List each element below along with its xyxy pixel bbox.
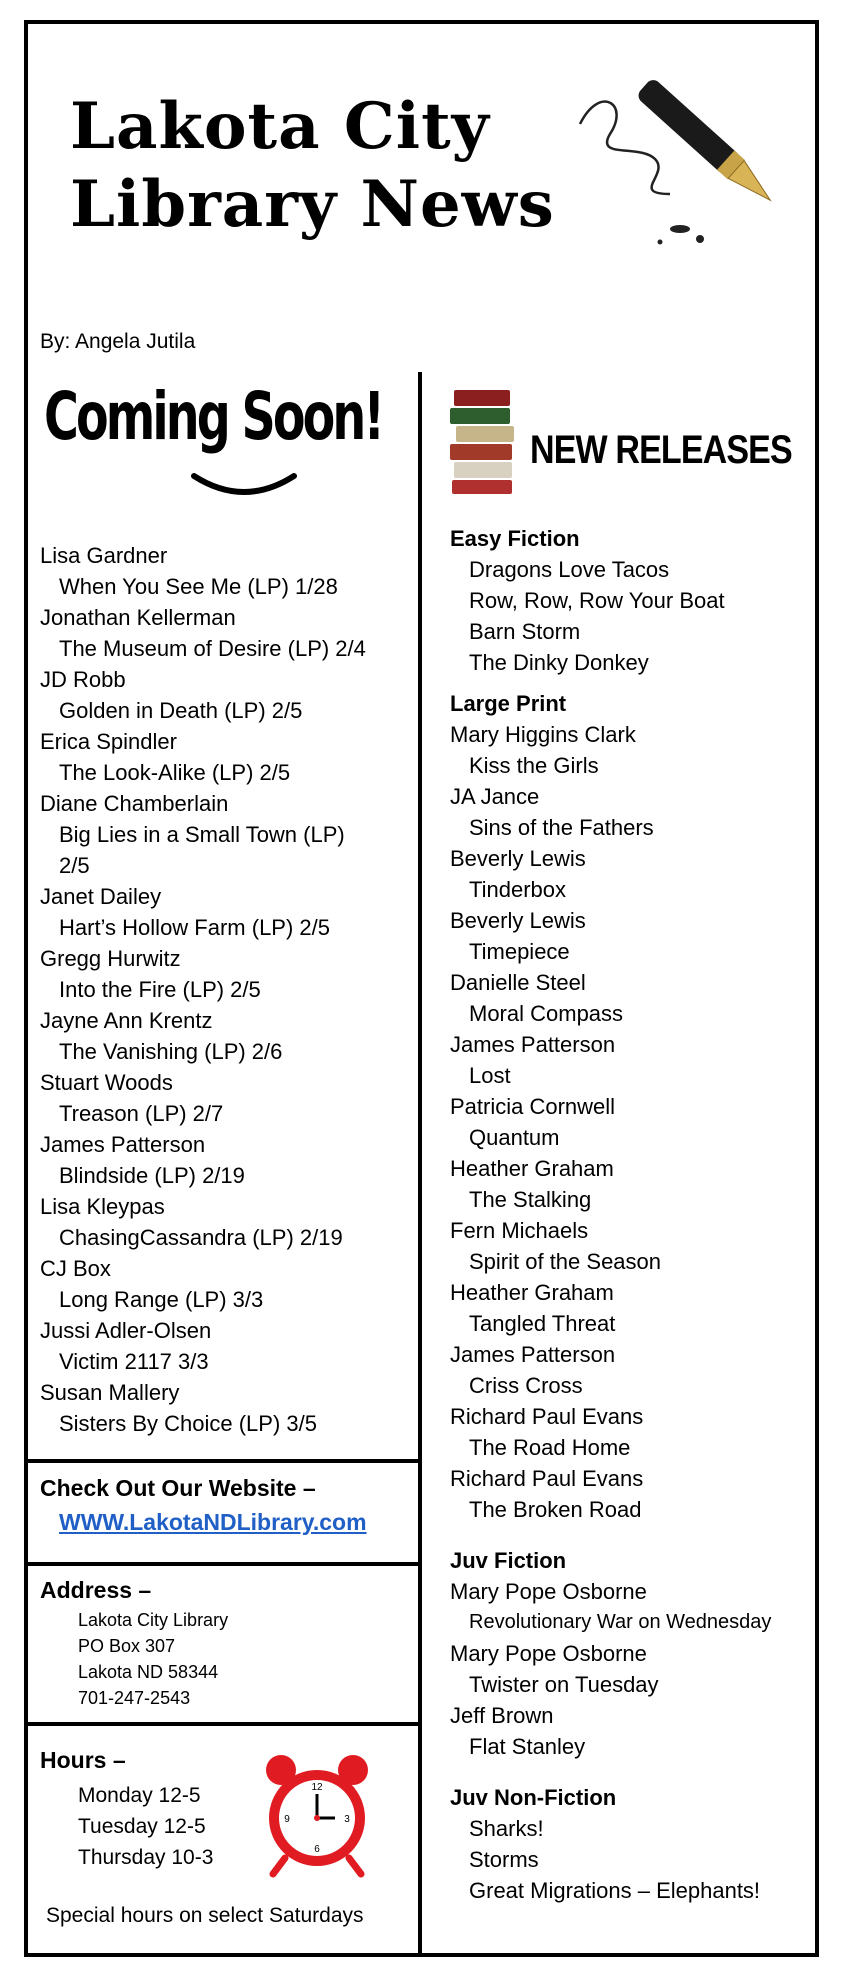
address-block <box>78 1607 228 1711</box>
list-author: Diane Chamberlain <box>40 791 229 816</box>
list-book: Great Migrations – Elephants! <box>469 1878 761 1903</box>
list-book: Flat Stanley <box>469 1734 586 1759</box>
list-book: Long Range (LP) 3/3 <box>59 1287 264 1312</box>
new-releases-heading: NEW RELEASES <box>530 428 792 472</box>
list-book: The Museum of Desire (LP) 2/4 <box>59 636 366 661</box>
list-book: The Stalking <box>469 1187 592 1212</box>
list-author: Mary Pope Osborne <box>450 1641 647 1666</box>
list-book: Barn Storm <box>469 619 581 644</box>
list-author: Susan Mallery <box>40 1380 180 1405</box>
list-book: Sharks! <box>469 1816 544 1841</box>
list-book: Kiss the Girls <box>469 753 599 778</box>
svg-text:12: 12 <box>311 1782 323 1793</box>
section-divider <box>24 1722 418 1726</box>
list-book: Criss Cross <box>469 1373 583 1398</box>
address-line: Lakota City Library <box>78 1610 229 1630</box>
title-line-2: Library News <box>70 167 555 242</box>
list-book: Twister on Tuesday <box>469 1672 659 1697</box>
list-book: Storms <box>469 1847 539 1872</box>
list-book: Moral Compass <box>469 1001 624 1026</box>
list-book: The Dinky Donkey <box>469 650 649 675</box>
book-stack-icon <box>448 378 518 498</box>
section-divider <box>24 1562 418 1566</box>
list-book: Sins of the Fathers <box>469 815 654 840</box>
list-author: Danielle Steel <box>450 970 586 995</box>
list-author: James Patterson <box>450 1032 616 1057</box>
list-author: Richard Paul Evans <box>450 1404 644 1429</box>
website-link[interactable]: WWW.LakotaNDLibrary.com <box>59 1509 367 1535</box>
hours-note: Special hours on select Saturdays <box>46 1904 364 1927</box>
fountain-pen-icon <box>560 64 780 254</box>
svg-text:9: 9 <box>284 1814 290 1825</box>
title-line-1: Lakota City <box>70 89 490 164</box>
list-book: Spirit of the Season <box>469 1249 662 1274</box>
list-book: Row, Row, Row Your Boat <box>469 588 725 613</box>
list-author: Jussi Adler-Olsen <box>40 1318 212 1343</box>
hours-block <box>78 1780 213 1873</box>
list-book: Timepiece <box>469 939 570 964</box>
website-heading: Check Out Our Website – <box>40 1475 316 1501</box>
list-author: Lisa Gardner <box>40 543 168 568</box>
list-author: Gregg Hurwitz <box>40 946 181 971</box>
category-heading: Easy Fiction <box>450 526 580 551</box>
list-book: ChasingCassandra (LP) 2/19 <box>59 1225 343 1250</box>
list-book: The Broken Road <box>469 1497 642 1522</box>
column-divider <box>418 372 422 1957</box>
list-book: Golden in Death (LP) 2/5 <box>59 698 303 723</box>
address-line: PO Box 307 <box>78 1636 176 1656</box>
list-author: Patricia Cornwell <box>450 1094 616 1119</box>
coming-soon-list <box>40 540 385 1439</box>
spacer <box>450 678 815 688</box>
list-book: Sisters By Choice (LP) 3/5 <box>59 1411 317 1436</box>
category-heading: Large Print <box>450 691 567 716</box>
list-author: Heather Graham <box>450 1156 614 1181</box>
coming-soon-heading <box>44 378 404 508</box>
svg-text:3: 3 <box>344 1814 350 1825</box>
list-author: Jeff Brown <box>450 1703 554 1728</box>
list-book: Victim 2117 3/3 <box>59 1349 209 1374</box>
hours-line: Tuesday 12-5 <box>78 1815 206 1838</box>
page-title <box>70 88 555 244</box>
spacer <box>450 1525 815 1545</box>
list-author: Janet Dailey <box>40 884 162 909</box>
section-divider <box>24 1459 418 1463</box>
hours-line: Monday 12-5 <box>78 1784 201 1807</box>
list-author: Fern Michaels <box>450 1218 589 1243</box>
list-author: Erica Spindler <box>40 729 177 754</box>
list-book: Quantum <box>469 1125 560 1150</box>
list-author: Stuart Woods <box>40 1070 173 1095</box>
list-author: Beverly Lewis <box>450 846 586 871</box>
list-book: The Look-Alike (LP) 2/5 <box>59 760 291 785</box>
alarm-clock-icon <box>263 1748 371 1878</box>
address-line: Lakota ND 58344 <box>78 1662 219 1682</box>
list-book: Treason (LP) 2/7 <box>59 1101 224 1126</box>
hours-heading: Hours – <box>40 1747 126 1773</box>
byline: By: Angela Jutila <box>40 330 196 353</box>
category-heading: Juv Non-Fiction <box>450 1785 617 1810</box>
list-book: Big Lies in a Small Town (LP) 2/5 <box>59 822 345 878</box>
list-author: Jonathan Kellerman <box>40 605 236 630</box>
list-author: Mary Higgins Clark <box>450 722 636 747</box>
hours-line: Thursday 10-3 <box>78 1846 214 1869</box>
list-author: Jayne Ann Krentz <box>40 1008 213 1033</box>
svg-text:6: 6 <box>314 1844 320 1855</box>
list-author: JD Robb <box>40 667 126 692</box>
category-heading: Juv Fiction <box>450 1548 567 1573</box>
spacer <box>450 1762 815 1782</box>
list-author: Lisa Kleypas <box>40 1194 165 1219</box>
coming-soon-text: Coming Soon! <box>44 378 383 455</box>
list-book: Lost <box>469 1063 511 1088</box>
list-author: Heather Graham <box>450 1280 614 1305</box>
list-author: Mary Pope Osborne <box>450 1579 647 1604</box>
list-author: Richard Paul Evans <box>450 1466 644 1491</box>
address-line: 701-247-2543 <box>78 1688 191 1708</box>
list-book: Dragons Love Tacos <box>469 557 670 582</box>
list-book: Tangled Threat <box>469 1311 616 1336</box>
address-heading: Address – <box>40 1577 152 1603</box>
list-book: Tinderbox <box>469 877 567 902</box>
list-book: Hart’s Hollow Farm (LP) 2/5 <box>59 915 330 940</box>
list-book: The Road Home <box>469 1435 631 1460</box>
smile-underline-icon <box>44 468 404 508</box>
list-author: Beverly Lewis <box>450 908 586 933</box>
new-releases-list <box>450 523 815 1906</box>
list-book: Revolutionary War on Wednesday <box>469 1611 772 1633</box>
list-book: Into the Fire (LP) 2/5 <box>59 977 261 1002</box>
list-book: The Vanishing (LP) 2/6 <box>59 1039 283 1064</box>
list-author: James Patterson <box>450 1342 616 1367</box>
list-book: When You See Me (LP) 1/28 <box>59 574 338 599</box>
list-author: CJ Box <box>40 1256 111 1281</box>
list-author: JA Jance <box>450 784 540 809</box>
list-book: Blindside (LP) 2/19 <box>59 1163 245 1188</box>
list-author: James Patterson <box>40 1132 206 1157</box>
